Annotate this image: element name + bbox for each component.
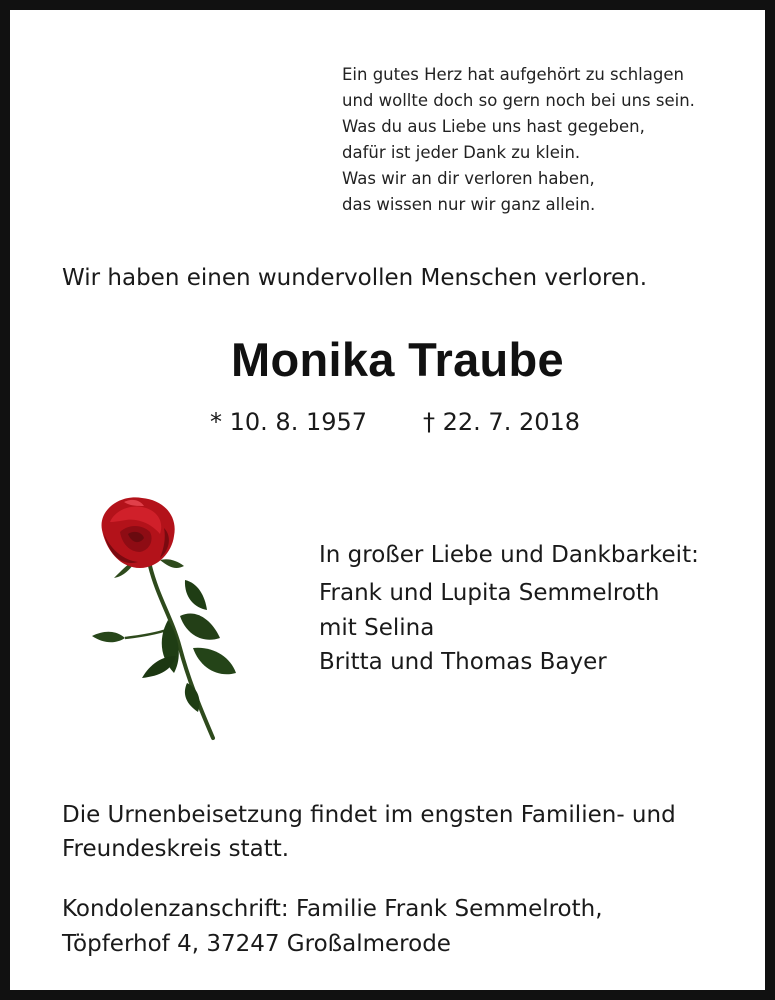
condolence-address [62,892,752,962]
life-dates [210,405,630,439]
mourners-block [319,540,759,680]
condolence-line: Kondolenzanschrift: Familie Frank Semmelroth, [62,896,603,922]
condolence-line: Töpferhof 4, 37247 Großalmerode [62,931,451,957]
poem [342,62,752,218]
poem-line: Was wir an dir verloren haben, [342,169,595,188]
intro-text: Wir haben einen wundervollen Menschen verloren. [62,265,648,291]
poem-line: Ein gutes Herz hat aufgehört zu schlagen [342,65,684,84]
mourner-line: Frank und Lupita Semmelroth [319,580,660,606]
birth-date: * 10. 8. 1957 [210,408,368,436]
burial-notice [62,798,752,866]
burial-line: Die Urnenbeisetzung findet im engsten Familien- und [62,802,676,828]
poem-line: das wissen nur wir ganz allein. [342,195,596,214]
burial-line: Freundeskreis statt. [62,836,290,862]
mourner-line: mit Selina [319,614,435,641]
death-date: † 22. 7. 2018 [423,408,581,436]
rose-icon [80,488,250,750]
poem-line: Was du aus Liebe uns hast gegeben, [342,117,645,136]
poem-line: dafür ist jeder Dank zu klein. [342,143,581,162]
poem-line: und wollte doch so gern noch bei uns sein. [342,91,695,110]
mourners-heading: In großer Liebe und Dankbarkeit: [319,542,699,568]
deceased-name: Monika Traube [231,333,564,386]
mourner-line: Britta und Thomas Bayer [319,649,607,675]
